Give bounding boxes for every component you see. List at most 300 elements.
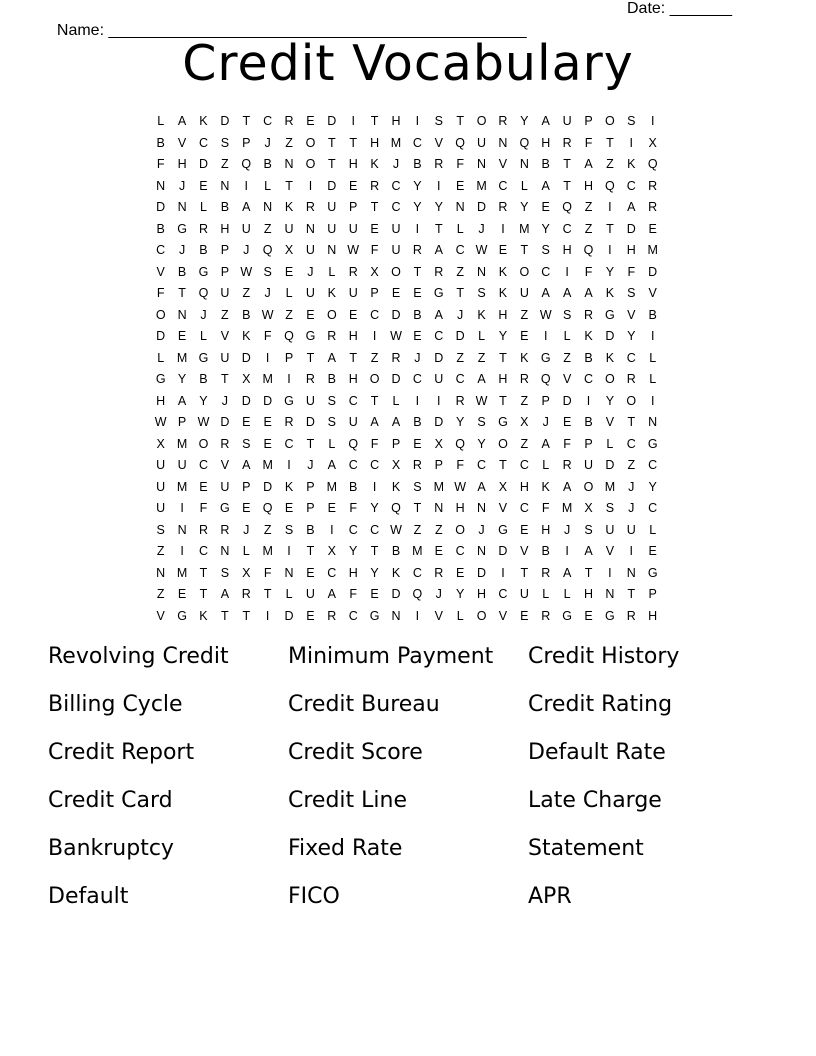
- grid-letter: Y: [370, 501, 379, 515]
- grid-letter: D: [156, 329, 166, 343]
- grid-letter: C: [156, 243, 166, 257]
- grid-letter: N: [391, 608, 401, 623]
- grid-letter: T: [456, 114, 464, 128]
- grid-letter: T: [199, 587, 208, 601]
- grid-letter: N: [305, 221, 315, 236]
- grid-letter: M: [412, 544, 423, 558]
- grid-letter: P: [434, 458, 443, 472]
- grid-letter: T: [221, 608, 229, 623]
- grid-letter: L: [649, 350, 657, 365]
- grid-letter: C: [562, 221, 572, 236]
- grid-letter: B: [391, 544, 401, 558]
- grid-letter: U: [156, 458, 166, 472]
- grid-letter: C: [370, 458, 380, 472]
- grid-letter: K: [391, 479, 401, 494]
- grid-letter: G: [498, 415, 508, 429]
- grid-letter: C: [327, 565, 337, 580]
- grid-letter: C: [412, 372, 422, 386]
- grid-letter: P: [584, 114, 593, 128]
- grid-letter: L: [264, 178, 272, 193]
- grid-letter: A: [327, 458, 336, 472]
- grid-letter: U: [177, 458, 187, 472]
- grid-letter: A: [370, 415, 379, 429]
- grid-letter: Z: [370, 350, 379, 365]
- grid-letter: J: [221, 393, 228, 408]
- grid-letter: M: [561, 501, 573, 515]
- grid-letter: L: [157, 114, 165, 128]
- grid-letter: Z: [434, 522, 443, 537]
- grid-letter: E: [370, 587, 379, 601]
- grid-letter: V: [177, 135, 187, 150]
- grid-letter: G: [605, 307, 615, 322]
- grid-letter: V: [520, 544, 529, 558]
- grid-letter: F: [541, 501, 550, 515]
- grid-letter: B: [199, 372, 208, 386]
- grid-letter: I: [608, 243, 612, 257]
- grid-letter: E: [562, 415, 572, 429]
- grid-letter: O: [326, 307, 337, 322]
- grid-letter: M: [647, 243, 658, 257]
- grid-letter: J: [243, 522, 250, 537]
- grid-letter: Y: [413, 178, 422, 193]
- grid-letter: O: [476, 114, 487, 128]
- grid-letter: Z: [563, 350, 571, 365]
- grid-letter: U: [626, 522, 636, 537]
- grid-letter: C: [284, 436, 294, 451]
- grid-letter: A: [177, 393, 187, 408]
- grid-letter: D: [263, 479, 273, 494]
- grid-letter: K: [391, 565, 401, 580]
- grid-letter: V: [498, 608, 508, 623]
- grid-letter: T: [370, 393, 379, 408]
- grid-letter: H: [455, 501, 465, 515]
- grid-letter: E: [199, 178, 208, 193]
- grid-letter: C: [455, 243, 465, 257]
- grid-letter: P: [349, 200, 358, 214]
- grid-letter: O: [455, 522, 466, 537]
- grid-letter: I: [265, 350, 270, 365]
- grid-letter: I: [330, 522, 334, 537]
- grid-letter: P: [306, 501, 315, 515]
- grid-letter: O: [155, 307, 166, 322]
- grid-letter: M: [176, 479, 188, 494]
- grid-letter: R: [348, 264, 358, 279]
- grid-letter: V: [220, 458, 230, 472]
- grid-letter: V: [498, 501, 508, 515]
- word-bank-item: Credit Card: [48, 788, 173, 813]
- grid-letter: X: [584, 501, 593, 515]
- grid-letter: X: [648, 135, 657, 150]
- grid-letter: Y: [477, 436, 486, 451]
- grid-letter: I: [608, 200, 612, 214]
- grid-letter: C: [648, 458, 658, 472]
- grid-letter: U: [220, 350, 230, 365]
- grid-letter: A: [477, 479, 486, 494]
- grid-letter: C: [412, 135, 422, 150]
- grid-letter: L: [563, 587, 571, 601]
- grid-letter: P: [177, 415, 187, 429]
- grid-letter: Z: [156, 544, 165, 558]
- grid-letter: T: [178, 286, 186, 300]
- grid-letter: R: [562, 135, 572, 150]
- grid-letter: C: [519, 501, 529, 515]
- grid-letter: V: [434, 608, 443, 623]
- grid-letter: S: [156, 522, 165, 537]
- grid-letter: J: [178, 243, 186, 257]
- grid-letter: A: [541, 178, 550, 193]
- grid-letter: R: [583, 307, 594, 322]
- grid-letter: F: [199, 501, 208, 515]
- grid-letter: E: [263, 415, 272, 429]
- grid-letter: C: [648, 501, 658, 515]
- grid-letter: D: [156, 200, 166, 214]
- grid-letter: R: [648, 200, 658, 214]
- grid-letter: B: [306, 522, 315, 537]
- grid-letter: B: [584, 415, 593, 429]
- grid-letter: N: [477, 501, 487, 515]
- grid-letter: P: [220, 243, 230, 257]
- grid-letter: P: [391, 436, 401, 451]
- grid-letter: I: [265, 608, 270, 623]
- grid-letter: P: [370, 286, 379, 300]
- grid-letter: E: [520, 522, 529, 537]
- grid-letter: O: [305, 157, 316, 171]
- grid-letter: H: [177, 157, 187, 171]
- grid-letter: Y: [520, 114, 529, 128]
- grid-letter: U: [562, 114, 572, 128]
- grid-letter: F: [349, 501, 358, 515]
- word-bank-item: Default Rate: [528, 740, 666, 765]
- grid-letter: G: [540, 350, 551, 365]
- grid-letter: G: [220, 501, 230, 515]
- grid-letter: R: [412, 243, 422, 257]
- grid-letter: X: [242, 372, 251, 386]
- grid-letter: T: [499, 350, 507, 365]
- grid-letter: I: [308, 178, 313, 193]
- word-bank-item: Late Charge: [528, 788, 662, 813]
- grid-letter: P: [306, 479, 315, 494]
- grid-letter: Q: [348, 436, 359, 451]
- grid-letter: M: [604, 479, 616, 494]
- grid-letter: E: [177, 329, 187, 343]
- grid-letter: X: [327, 544, 336, 558]
- grid-letter: A: [434, 243, 443, 257]
- grid-letter: D: [391, 587, 401, 601]
- grid-letter: S: [327, 393, 336, 408]
- grid-letter: O: [369, 372, 380, 386]
- grid-letter: L: [157, 350, 165, 365]
- grid-letter: F: [349, 587, 358, 601]
- grid-letter: D: [498, 544, 508, 558]
- grid-letter: S: [413, 479, 422, 494]
- grid-letter: U: [348, 286, 358, 300]
- grid-letter: Q: [605, 178, 615, 193]
- grid-letter: Y: [627, 329, 636, 343]
- grid-letter: J: [478, 522, 485, 537]
- grid-letter: T: [349, 350, 358, 365]
- grid-letter: R: [327, 608, 337, 623]
- grid-letter: P: [541, 393, 550, 408]
- grid-letter: V: [648, 286, 657, 300]
- word-bank: [48, 640, 768, 928]
- grid-letter: G: [369, 608, 380, 623]
- grid-letter: J: [457, 307, 464, 322]
- grid-letter: H: [519, 479, 529, 494]
- grid-letter: Z: [413, 522, 422, 537]
- grid-letter: D: [198, 157, 208, 171]
- grid-letter: I: [650, 114, 655, 128]
- grid-letter: K: [605, 286, 615, 300]
- grid-letter: D: [391, 307, 401, 322]
- grid-letter: C: [541, 264, 551, 279]
- grid-letter: L: [200, 200, 207, 214]
- grid-letter: H: [541, 522, 551, 537]
- grid-letter: G: [198, 350, 209, 365]
- grid-letter: I: [608, 565, 612, 580]
- grid-letter: I: [372, 479, 377, 494]
- grid-letter: T: [627, 587, 636, 601]
- grid-letter: H: [477, 587, 487, 601]
- grid-letter: O: [519, 264, 530, 279]
- grid-letter: T: [242, 114, 251, 128]
- grid-letter: H: [348, 565, 358, 580]
- grid-letter: V: [434, 135, 443, 150]
- grid-letter: E: [327, 501, 336, 515]
- grid-letter: E: [413, 286, 422, 300]
- grid-letter: J: [307, 264, 314, 279]
- grid-letter: C: [348, 522, 358, 537]
- grid-letter: L: [456, 608, 464, 623]
- grid-letter: Y: [349, 544, 358, 558]
- grid-letter: Q: [519, 135, 530, 150]
- grid-letter: L: [606, 436, 614, 451]
- grid-letter: D: [263, 393, 273, 408]
- grid-letter: T: [606, 221, 614, 236]
- grid-letter: I: [180, 544, 184, 558]
- grid-letter: R: [498, 114, 508, 128]
- grid-letter: L: [542, 587, 550, 601]
- grid-letter: T: [413, 501, 422, 515]
- grid-letter: H: [562, 243, 572, 257]
- grid-letter: M: [476, 178, 487, 193]
- grid-letter: A: [627, 200, 636, 214]
- grid-letter: C: [626, 436, 636, 451]
- grid-letter: R: [220, 436, 230, 451]
- grid-letter: V: [605, 544, 615, 558]
- grid-letter: T: [370, 544, 379, 558]
- grid-letter: S: [220, 565, 230, 580]
- grid-letter: R: [241, 587, 251, 601]
- grid-letter: G: [155, 372, 166, 386]
- grid-letter: D: [327, 178, 337, 193]
- grid-letter: R: [391, 350, 401, 365]
- grid-letter: A: [434, 307, 443, 322]
- grid-letter: Z: [584, 221, 593, 236]
- grid-letter: E: [413, 329, 422, 343]
- grid-letter: X: [434, 436, 443, 451]
- grid-letter: S: [284, 522, 294, 537]
- grid-letter: R: [412, 458, 422, 472]
- grid-letter: E: [306, 608, 315, 623]
- word-bank-item: Default: [48, 884, 129, 909]
- grid-letter: Z: [477, 350, 486, 365]
- grid-letter: E: [284, 264, 294, 279]
- grid-letter: H: [648, 608, 658, 623]
- grid-letter: I: [287, 544, 291, 558]
- grid-letter: T: [520, 565, 529, 580]
- grid-letter: T: [370, 114, 379, 128]
- grid-letter: A: [391, 415, 401, 429]
- grid-letter: T: [306, 436, 315, 451]
- grid-letter: I: [501, 565, 505, 580]
- grid-letter: N: [284, 565, 294, 580]
- grid-letter: N: [177, 200, 187, 214]
- grid-letter: N: [263, 200, 273, 214]
- grid-letter: H: [370, 135, 380, 150]
- grid-letter: U: [434, 372, 444, 386]
- grid-letter: Y: [177, 372, 187, 386]
- grid-letter: E: [242, 501, 251, 515]
- grid-letter: W: [197, 415, 210, 429]
- grid-letter: C: [391, 178, 401, 193]
- grid-letter: U: [327, 221, 337, 236]
- grid-letter: M: [176, 565, 188, 580]
- grid-letter: A: [541, 286, 550, 300]
- grid-letter: C: [498, 587, 508, 601]
- grid-letter: H: [348, 157, 358, 171]
- grid-letter: V: [562, 372, 572, 386]
- grid-letter: O: [605, 114, 615, 128]
- grid-letter: G: [177, 608, 187, 623]
- grid-letter: T: [499, 458, 507, 472]
- grid-letter: R: [220, 522, 230, 537]
- grid-letter: U: [605, 522, 615, 537]
- grid-letter: S: [220, 135, 230, 150]
- grid-letter: N: [477, 264, 487, 279]
- grid-letter: Y: [434, 200, 443, 214]
- grid-letter: C: [434, 329, 444, 343]
- grid-letter: L: [649, 372, 657, 386]
- grid-letter: E: [520, 329, 529, 343]
- grid-letter: B: [413, 157, 422, 171]
- grid-letter: X: [242, 565, 251, 580]
- grid-letter: V: [605, 415, 615, 429]
- grid-letter: I: [501, 221, 505, 236]
- grid-letter: N: [498, 135, 508, 150]
- grid-letter: M: [433, 479, 444, 494]
- grid-letter: L: [285, 286, 293, 300]
- grid-letter: D: [241, 350, 251, 365]
- grid-letter: Z: [456, 264, 464, 279]
- grid-letter: B: [177, 264, 187, 279]
- grid-letter: Q: [284, 329, 294, 343]
- grid-letter: J: [392, 157, 400, 171]
- grid-letter: E: [541, 200, 550, 214]
- grid-letter: O: [391, 264, 401, 279]
- grid-letter: W: [454, 479, 467, 494]
- grid-letter: Z: [263, 221, 272, 236]
- grid-letter: N: [605, 587, 615, 601]
- grid-letter: B: [541, 157, 550, 171]
- word-bank-item: Billing Cycle: [48, 692, 183, 717]
- grid-letter: W: [347, 243, 360, 257]
- grid-letter: N: [220, 544, 230, 558]
- grid-letter: O: [198, 436, 209, 451]
- grid-letter: I: [415, 393, 420, 408]
- grid-letter: G: [562, 608, 572, 623]
- grid-letter: R: [541, 565, 551, 580]
- grid-letter: E: [177, 587, 187, 601]
- grid-letter: D: [626, 221, 636, 236]
- grid-letter: M: [262, 372, 273, 386]
- grid-letter: U: [583, 458, 594, 472]
- grid-letter: G: [305, 329, 316, 343]
- grid-letter: D: [477, 565, 487, 580]
- grid-letter: L: [478, 329, 486, 343]
- grid-letter: E: [349, 178, 358, 193]
- grid-letter: O: [476, 608, 487, 623]
- grid-letter: H: [626, 243, 636, 257]
- grid-letter: I: [437, 393, 441, 408]
- grid-letter: U: [305, 587, 315, 601]
- grid-letter: D: [562, 393, 572, 408]
- grid-letter: Q: [455, 135, 466, 150]
- grid-letter: B: [199, 243, 208, 257]
- grid-letter: I: [415, 608, 420, 623]
- word-bank-item: Fixed Rate: [288, 836, 403, 861]
- grid-letter: L: [328, 436, 336, 451]
- grid-letter: F: [263, 565, 272, 580]
- grid-letter: I: [586, 393, 591, 408]
- grid-letter: H: [348, 372, 358, 386]
- grid-letter: F: [370, 243, 379, 257]
- grid-letter: D: [605, 329, 615, 343]
- grid-letter: T: [584, 565, 593, 580]
- grid-letter: D: [477, 200, 487, 214]
- grid-letter: C: [626, 350, 636, 365]
- grid-letter: D: [434, 350, 444, 365]
- grid-letter: F: [156, 157, 165, 171]
- grid-letter: B: [156, 135, 165, 150]
- grid-letter: Q: [455, 436, 466, 451]
- grid-letter: L: [200, 329, 207, 343]
- grid-letter: M: [519, 221, 530, 236]
- grid-letter: T: [520, 243, 529, 257]
- grid-letter: K: [520, 350, 529, 365]
- grid-letter: K: [284, 479, 294, 494]
- grid-letter: H: [348, 329, 358, 343]
- grid-letter: A: [477, 372, 486, 386]
- grid-letter: U: [305, 286, 315, 300]
- grid-letter: K: [199, 114, 208, 128]
- grid-letter: A: [541, 436, 550, 451]
- grid-letter: E: [306, 307, 315, 322]
- grid-letter: Q: [262, 243, 273, 257]
- grid-letter: S: [605, 501, 615, 515]
- header-fields: [48, 0, 748, 39]
- grid-letter: Q: [412, 587, 423, 601]
- grid-letter: S: [627, 286, 636, 300]
- grid-letter: U: [305, 393, 315, 408]
- grid-letter: E: [306, 114, 315, 128]
- grid-letter: R: [198, 221, 208, 236]
- grid-letter: F: [456, 458, 464, 472]
- grid-letter: H: [583, 587, 594, 601]
- grid-letter: U: [391, 243, 401, 257]
- grid-letter: A: [584, 157, 593, 171]
- word-bank-item: Revolving Credit: [48, 644, 229, 669]
- grid-letter: N: [477, 157, 487, 171]
